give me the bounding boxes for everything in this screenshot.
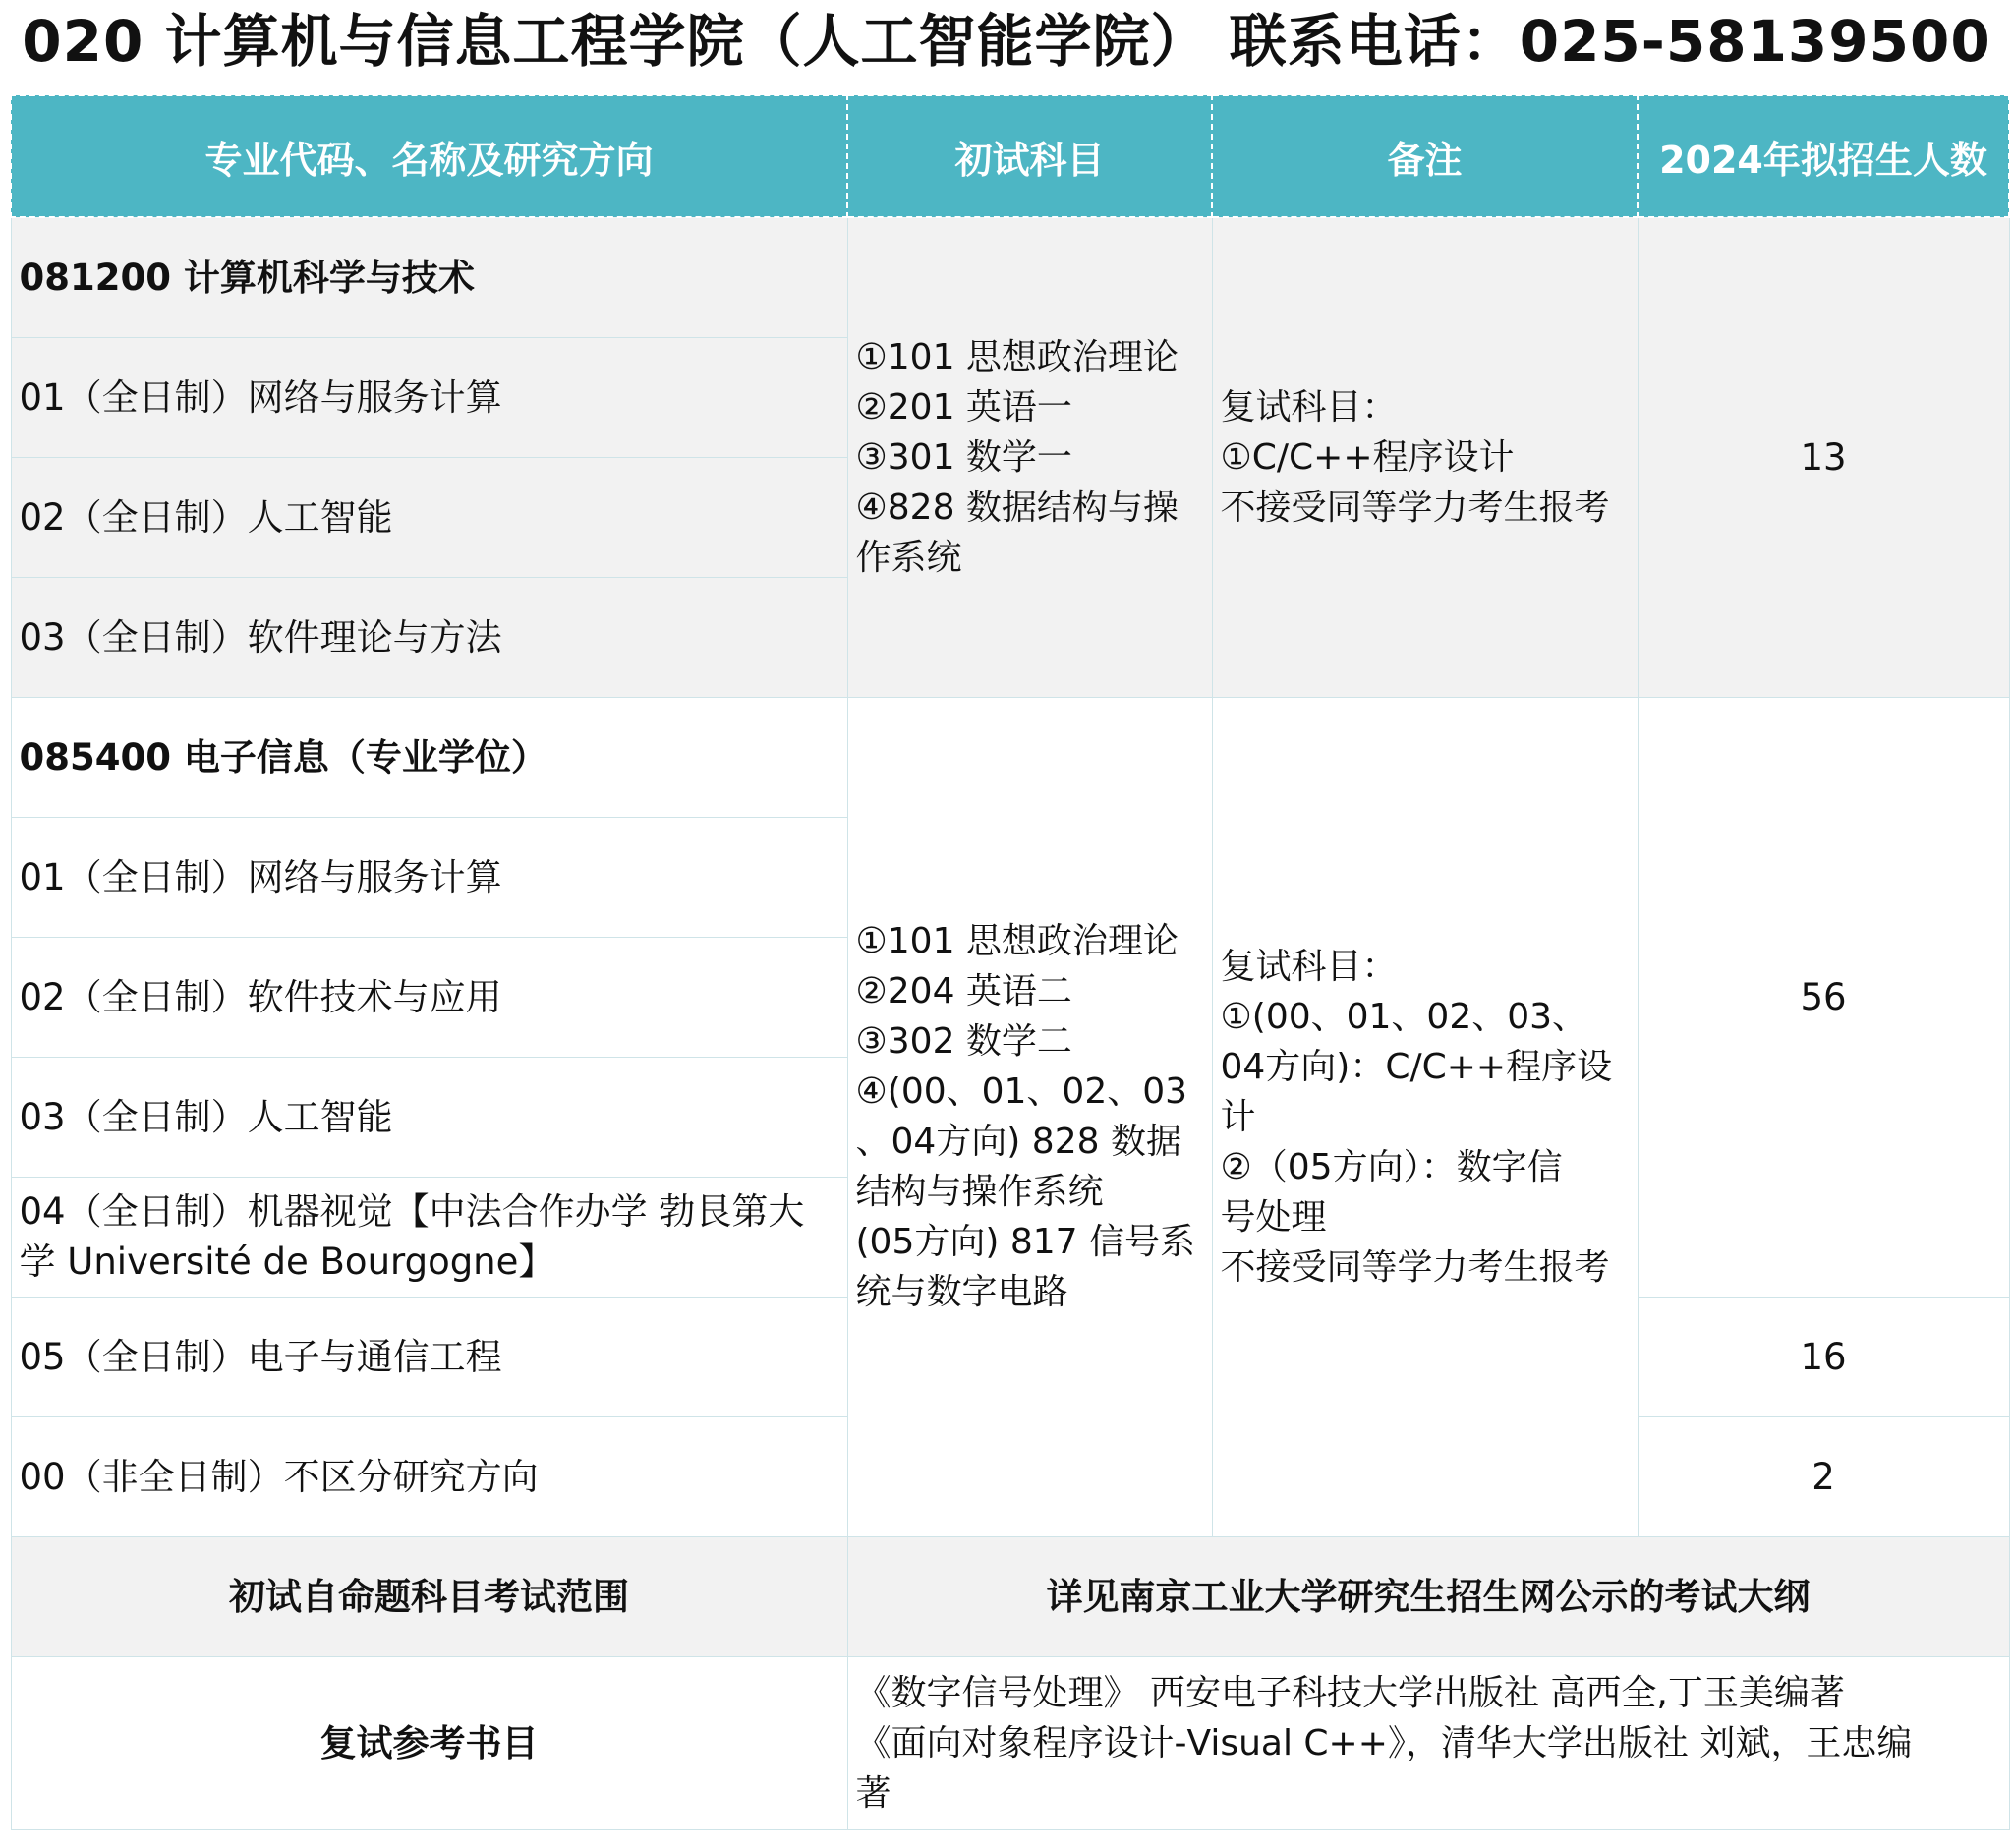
header-notes: 备注 bbox=[1212, 95, 1638, 217]
enrollment-count: 2 bbox=[1638, 1416, 2009, 1536]
exam-subjects-cell bbox=[847, 697, 1212, 1536]
direction-label: 05（全日制）电子与通信工程 bbox=[11, 1297, 847, 1416]
reference-books-label: 复试参考书目 bbox=[11, 1656, 847, 1829]
subject-line: ①101 思想政治理论 bbox=[855, 336, 1179, 377]
subject-line: 、04方向) 828 数据 bbox=[855, 1122, 1181, 1162]
subject-line: ③302 数学二 bbox=[855, 1021, 1072, 1062]
reference-books-cell bbox=[847, 1656, 2009, 1829]
table-row bbox=[11, 697, 2009, 817]
book-line: 《面向对象程序设计-Visual C++》，清华大学出版社 刘斌，王忠编 bbox=[855, 1722, 1913, 1763]
exam-scope-value: 详见南京工业大学研究生招生网公示的考试大纲 bbox=[847, 1536, 2009, 1656]
subject-line: ②204 英语二 bbox=[855, 971, 1072, 1011]
subject-line: ②201 英语一 bbox=[855, 386, 1072, 428]
subject-line: 统与数字电路 bbox=[855, 1272, 1068, 1312]
header-exam-subjects: 初试科目 bbox=[847, 95, 1212, 217]
subject-line: ④828 数据结构与操 bbox=[855, 487, 1179, 528]
table-header-row bbox=[11, 95, 2009, 217]
direction-label: 01（全日制）网络与服务计算 bbox=[11, 817, 847, 937]
direction-label: 01（全日制）网络与服务计算 bbox=[11, 337, 847, 457]
subject-line: ①101 思想政治理论 bbox=[855, 921, 1179, 961]
subject-line: 作系统 bbox=[855, 537, 962, 578]
subject-line: ④(00、01、02、03 bbox=[855, 1071, 1188, 1112]
direction-label: 03（全日制）人工智能 bbox=[11, 1057, 847, 1177]
note-line: ①C/C++程序设计 bbox=[1220, 436, 1515, 478]
direction-line: 学 Université de Bourgogne】 bbox=[19, 1241, 555, 1283]
book-line: 著 bbox=[855, 1772, 891, 1814]
note-line: ②（05方向）：数字信 bbox=[1220, 1146, 1563, 1187]
direction-label bbox=[11, 1177, 847, 1297]
exam-scope-label: 初试自命题科目考试范围 bbox=[11, 1536, 847, 1656]
enrollment-count: 13 bbox=[1638, 217, 2009, 697]
subject-line: 结构与操作系统 bbox=[855, 1172, 1104, 1212]
note-line: 计 bbox=[1220, 1096, 1256, 1137]
direction-label: 03（全日制）软件理论与方法 bbox=[11, 577, 847, 697]
direction-label: 02（全日制）人工智能 bbox=[11, 457, 847, 577]
header-enrollment: 2024年拟招生人数 bbox=[1638, 95, 2009, 217]
direction-line: 04（全日制）机器视觉【中法合作办学 勃艮第大 bbox=[19, 1190, 805, 1233]
subject-line: ③301 数学一 bbox=[855, 436, 1072, 478]
note-line: 不接受同等学力考生报考 bbox=[1220, 487, 1610, 528]
book-line: 《数字信号处理》 西安电子科技大学出版社 高西全,丁玉美编著 bbox=[855, 1672, 1845, 1713]
direction-label: 00（非全日制）不区分研究方向 bbox=[11, 1416, 847, 1536]
enrollment-count: 56 bbox=[1638, 697, 2009, 1297]
note-line: ①(00、01、02、03、 bbox=[1220, 996, 1588, 1037]
major-name: 081200 计算机科学与技术 bbox=[11, 217, 847, 337]
major-name: 085400 电子信息（专业学位） bbox=[11, 697, 847, 817]
table-row bbox=[11, 1656, 2009, 1829]
note-line: 04方向)：C/C++程序设 bbox=[1220, 1046, 1613, 1087]
subject-line: (05方向) 817 信号系 bbox=[855, 1222, 1195, 1262]
exam-subjects-cell bbox=[847, 217, 1212, 697]
notes-cell bbox=[1212, 217, 1638, 697]
note-line: 复试科目： bbox=[1220, 946, 1398, 987]
page-title: 020 计算机与信息工程学院（人工智能学院） 联系电话：025-58139500 bbox=[22, 8, 1991, 75]
table-row bbox=[11, 217, 2009, 337]
notes-cell bbox=[1212, 697, 1638, 1536]
note-line: 号处理 bbox=[1220, 1196, 1327, 1238]
table-row bbox=[11, 1536, 2009, 1656]
header-major: 专业代码、名称及研究方向 bbox=[11, 95, 847, 217]
note-line: 不接受同等学力考生报考 bbox=[1220, 1246, 1610, 1288]
admissions-table bbox=[10, 94, 2010, 1830]
enrollment-count: 16 bbox=[1638, 1297, 2009, 1416]
note-line: 复试科目： bbox=[1220, 386, 1398, 428]
direction-label: 02（全日制）软件技术与应用 bbox=[11, 937, 847, 1057]
